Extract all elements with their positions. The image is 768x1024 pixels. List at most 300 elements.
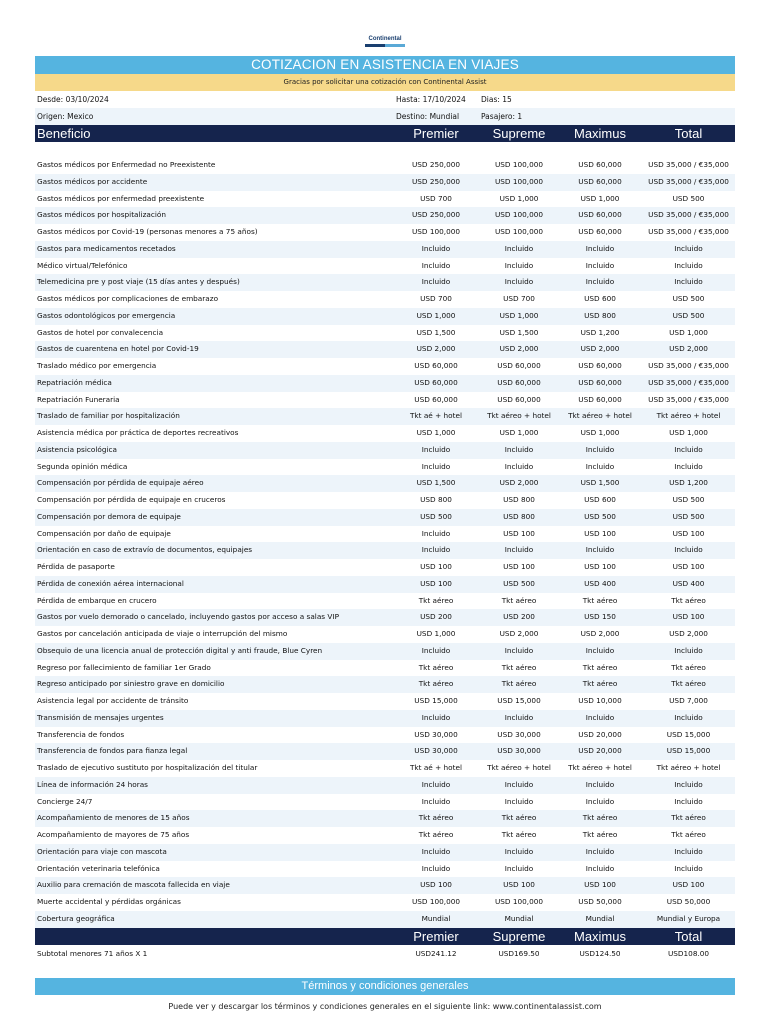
subtotal-total: USD108.00 bbox=[667, 948, 710, 958]
value-premier: Tkt aéreo bbox=[418, 595, 454, 605]
value-supreme: USD 60,000 bbox=[497, 377, 541, 387]
value-total: Tkt aéreo bbox=[671, 662, 706, 672]
value-total: Incluido bbox=[674, 260, 703, 270]
benefit-name: Regreso anticipado por siniestro grave en domicilio bbox=[37, 679, 225, 689]
value-total: USD 500 bbox=[672, 310, 705, 320]
header-beneficio: Beneficio bbox=[37, 126, 91, 141]
value-maximus: USD 10,000 bbox=[578, 696, 622, 705]
value-total: Tkt aéreo bbox=[671, 813, 706, 823]
value-premier: Incluido bbox=[421, 645, 451, 655]
table-row bbox=[35, 174, 735, 191]
value-supreme: USD 700 bbox=[503, 294, 535, 303]
value-maximus: Tkt aéreo + hotel bbox=[568, 411, 632, 421]
value-maximus: Mundial bbox=[585, 913, 615, 923]
value-premier: USD 200 bbox=[420, 612, 452, 622]
table-row bbox=[35, 626, 735, 643]
value-maximus: USD 100 bbox=[584, 562, 616, 571]
value-total: USD 500 bbox=[672, 511, 705, 521]
value-total: USD 15,000 bbox=[666, 746, 711, 756]
table-row bbox=[35, 559, 735, 576]
subtotal-row bbox=[35, 945, 735, 963]
benefit-name: Transmisión de mensajes urgentes bbox=[37, 712, 164, 722]
value-supreme: Incluido bbox=[504, 796, 534, 806]
benefit-name: Gastos por vuelo demorado o cancelado, incluyendo gastos por acceso a salas VIP bbox=[37, 612, 339, 622]
terms-footer-text: Puede ver y descargar los términos y condiciones generales en el siguiente link: www.continentalassist.com bbox=[168, 1002, 602, 1011]
table-row bbox=[35, 258, 735, 275]
value-maximus: USD 1,500 bbox=[580, 478, 620, 488]
value-maximus: USD 100 bbox=[584, 880, 616, 890]
benefit-name: Gastos médicos por complicaciones de embarazo bbox=[37, 294, 219, 303]
header-premier: Premier bbox=[413, 126, 459, 141]
value-total: Incluido bbox=[674, 863, 703, 873]
table-spacer bbox=[35, 142, 735, 157]
benefit-name: Muerte accidental y pérdidas orgánicas bbox=[37, 897, 181, 906]
table-row bbox=[35, 191, 735, 208]
value-premier: Incluido bbox=[421, 260, 451, 270]
benefit-name: Pérdida de embarque en crucero bbox=[37, 595, 157, 605]
value-maximus: USD 60,000 bbox=[578, 227, 622, 236]
info-hasta: Hasta: 17/10/2024 bbox=[396, 95, 466, 104]
table-row bbox=[35, 241, 735, 258]
value-premier: USD 1,000 bbox=[416, 428, 456, 437]
value-total: USD 35,000 / €35,000 bbox=[648, 210, 729, 220]
benefit-name: Gastos médicos por Enfermedad no Preexistente bbox=[37, 160, 216, 169]
table-row bbox=[35, 727, 735, 744]
value-premier: USD 100 bbox=[420, 880, 452, 890]
subtotal-supreme: USD169.50 bbox=[498, 948, 540, 958]
benefit-name: Repatriación médica bbox=[37, 377, 112, 387]
value-premier: Incluido bbox=[421, 712, 451, 722]
value-total: Incluido bbox=[674, 796, 703, 806]
benefit-name: Acompañamiento de mayores de 75 años bbox=[37, 830, 190, 839]
benefit-name: Transferencia de fondos para fianza legal bbox=[37, 746, 188, 756]
value-premier: USD 100 bbox=[420, 562, 452, 571]
table-row bbox=[35, 408, 735, 425]
value-total: USD 400 bbox=[672, 578, 705, 588]
info-desde: Desde: 03/10/2024 bbox=[37, 95, 109, 104]
value-total: Incluido bbox=[674, 712, 703, 722]
table-row bbox=[35, 308, 735, 325]
value-premier: Tkt aéreo bbox=[418, 662, 454, 672]
value-supreme: Incluido bbox=[504, 243, 534, 253]
terms-banner: Términos y condiciones generales bbox=[35, 978, 735, 995]
table-row bbox=[35, 844, 735, 861]
table-row bbox=[35, 207, 735, 224]
benefit-name: Pérdida de pasaporte bbox=[37, 562, 115, 571]
value-supreme: Tkt aéreo bbox=[501, 679, 537, 689]
value-total: USD 1,200 bbox=[669, 478, 708, 488]
value-supreme: USD 15,000 bbox=[497, 696, 541, 705]
benefit-name: Pérdida de conexión aérea internacional bbox=[37, 578, 184, 588]
value-maximus: Tkt aéreo bbox=[582, 662, 618, 672]
value-maximus: Incluido bbox=[585, 243, 615, 253]
value-maximus: USD 1,200 bbox=[580, 327, 620, 337]
benefit-name: Segunda opinión médica bbox=[37, 461, 128, 471]
value-maximus: Incluido bbox=[585, 779, 615, 789]
value-total: Incluido bbox=[674, 645, 703, 655]
value-supreme: Tkt aéreo bbox=[501, 830, 537, 839]
value-supreme: USD 1,000 bbox=[499, 193, 539, 203]
benefit-name: Línea de información 24 horas bbox=[37, 779, 148, 789]
thanks-banner: Gracias por solicitar una cotización con Continental Assist bbox=[35, 74, 735, 91]
table-row bbox=[35, 542, 735, 559]
value-maximus: Incluido bbox=[585, 545, 615, 555]
value-maximus: USD 60,000 bbox=[578, 160, 622, 169]
value-total: Incluido bbox=[674, 277, 703, 287]
table-row bbox=[35, 593, 735, 610]
value-total: USD 100 bbox=[672, 528, 705, 538]
value-maximus: USD 60,000 bbox=[578, 176, 622, 186]
value-premier: Tkt aéreo bbox=[418, 679, 454, 689]
value-maximus: USD 1,000 bbox=[580, 193, 620, 203]
value-maximus: USD 60,000 bbox=[578, 394, 622, 404]
benefit-name: Gastos para medicamentos recetados bbox=[37, 243, 176, 253]
table-row bbox=[35, 911, 735, 928]
value-total: USD 35,000 / €35,000 bbox=[648, 377, 729, 387]
info-origen: Origen: Mexico bbox=[37, 112, 94, 121]
subtotal-premier: USD241.12 bbox=[415, 948, 457, 958]
table-row bbox=[35, 274, 735, 291]
value-supreme: Incluido bbox=[504, 277, 534, 287]
value-premier: USD 30,000 bbox=[414, 746, 458, 756]
value-supreme: Tkt aéreo bbox=[501, 813, 537, 823]
benefit-name: Gastos por cancelación anticipada de viaje o interrupción del mismo bbox=[37, 629, 288, 638]
value-premier: USD 60,000 bbox=[414, 361, 458, 370]
value-maximus: USD 400 bbox=[584, 578, 616, 588]
value-premier: USD 250,000 bbox=[411, 210, 461, 220]
value-premier: Incluido bbox=[421, 277, 451, 287]
value-supreme: USD 2,000 bbox=[499, 344, 539, 354]
info-destino: Destino: Mundial bbox=[396, 112, 460, 121]
benefit-name: Gastos de cuarentena en hotel por Covid-19 bbox=[37, 344, 199, 354]
value-premier: Incluido bbox=[421, 528, 451, 538]
value-premier: Incluido bbox=[421, 444, 451, 454]
value-supreme: Incluido bbox=[504, 846, 534, 856]
value-total: Mundial y Europa bbox=[656, 913, 721, 923]
value-maximus: USD 600 bbox=[584, 294, 616, 303]
value-maximus: Incluido bbox=[585, 645, 615, 655]
value-premier: USD 800 bbox=[420, 495, 452, 504]
value-maximus: Tkt aéreo bbox=[582, 679, 618, 689]
value-supreme: USD 100,000 bbox=[494, 210, 544, 220]
benefit-name: Gastos médicos por enfermedad preexistente bbox=[37, 193, 205, 203]
value-maximus: Incluido bbox=[585, 461, 615, 471]
value-total: Tkt aéreo bbox=[671, 595, 706, 605]
value-total: Incluido bbox=[674, 461, 703, 471]
value-premier: Incluido bbox=[421, 779, 451, 789]
value-maximus: Tkt aéreo bbox=[582, 830, 618, 839]
value-supreme: Tkt aéreo bbox=[501, 662, 537, 672]
value-total: USD 15,000 bbox=[666, 729, 711, 739]
value-total: USD 35,000 / €35,000 bbox=[648, 160, 729, 169]
value-premier: USD 700 bbox=[420, 193, 452, 203]
value-maximus: USD 2,000 bbox=[580, 344, 620, 354]
value-maximus: Incluido bbox=[585, 863, 615, 873]
logo-mark-icon bbox=[365, 44, 405, 47]
value-premier: USD 100 bbox=[420, 578, 452, 588]
benefit-name: Compensación por daño de equipaje bbox=[37, 528, 171, 538]
value-total: Incluido bbox=[674, 444, 703, 454]
table-row bbox=[35, 492, 735, 509]
value-maximus: Incluido bbox=[585, 444, 615, 454]
value-total: Tkt aéreo + hotel bbox=[656, 411, 721, 421]
value-maximus: USD 2,000 bbox=[580, 629, 620, 638]
value-premier: USD 15,000 bbox=[414, 696, 458, 705]
value-total: Tkt aéreo + hotel bbox=[656, 763, 721, 772]
value-supreme: USD 500 bbox=[503, 578, 535, 588]
logo bbox=[35, 36, 735, 56]
value-premier: Incluido bbox=[421, 796, 451, 806]
benefit-name: Gastos odontológicos por emergencia bbox=[37, 310, 176, 320]
info-row-dates bbox=[35, 91, 735, 108]
benefit-name: Concierge 24/7 bbox=[37, 796, 93, 806]
benefit-name: Asistencia médica por práctica de deportes recreativos bbox=[37, 428, 239, 437]
value-supreme: Incluido bbox=[504, 444, 534, 454]
table-row bbox=[35, 442, 735, 459]
table-row bbox=[35, 291, 735, 308]
value-premier: USD 30,000 bbox=[414, 729, 458, 739]
quote-document bbox=[35, 0, 735, 963]
value-supreme: USD 800 bbox=[503, 511, 535, 521]
value-supreme: USD 60,000 bbox=[497, 361, 541, 370]
benefit-name: Obsequio de una licencia anual de protección digital y anti fraude, Blue Cyren bbox=[37, 645, 323, 655]
value-supreme: USD 100,000 bbox=[494, 176, 544, 186]
value-supreme: Tkt aéreo + hotel bbox=[487, 763, 551, 772]
value-total: USD 2,000 bbox=[669, 344, 708, 354]
table-row bbox=[35, 375, 735, 392]
value-total: USD 2,000 bbox=[669, 629, 708, 638]
value-maximus: Tkt aéreo + hotel bbox=[568, 763, 632, 772]
table-row bbox=[35, 224, 735, 241]
footer-header-total: Total bbox=[674, 928, 703, 944]
table-row bbox=[35, 676, 735, 693]
subtotal-maximus: USD124.50 bbox=[579, 948, 621, 958]
value-maximus: USD 600 bbox=[584, 495, 616, 504]
benefit-name: Gastos médicos por accidente bbox=[37, 176, 148, 186]
table-row bbox=[35, 475, 735, 492]
value-total: USD 35,000 / €35,000 bbox=[648, 394, 729, 404]
value-total: USD 1,000 bbox=[669, 327, 708, 337]
value-maximus: USD 60,000 bbox=[578, 361, 622, 370]
value-premier: USD 60,000 bbox=[414, 377, 458, 387]
value-total: Incluido bbox=[674, 243, 703, 253]
table-row bbox=[35, 794, 735, 811]
benefit-name: Cobertura geográfica bbox=[37, 913, 115, 923]
logo-text: Continental bbox=[368, 36, 402, 42]
value-supreme: USD 60,000 bbox=[497, 394, 541, 404]
table-row bbox=[35, 827, 735, 844]
benefit-name: Regreso por fallecimiento de familiar 1er Grado bbox=[37, 662, 211, 672]
value-premier: Incluido bbox=[421, 461, 451, 471]
benefit-name: Traslado médico por emergencia bbox=[37, 361, 157, 370]
benefit-name: Médico virtual/Telefónico bbox=[37, 260, 128, 270]
table-footer-header bbox=[35, 928, 735, 945]
table-row bbox=[35, 810, 735, 827]
value-maximus: Incluido bbox=[585, 277, 615, 287]
page-title: COTIZACION EN ASISTENCIA EN VIAJES bbox=[35, 56, 735, 74]
table-row bbox=[35, 660, 735, 677]
value-total: USD 100 bbox=[672, 880, 705, 890]
header-supreme: Supreme bbox=[492, 126, 546, 141]
value-total: USD 7,000 bbox=[669, 696, 708, 705]
footer-header-maximus: Maximus bbox=[573, 928, 626, 944]
benefit-name: Orientación para viaje con mascota bbox=[37, 846, 167, 856]
table-row bbox=[35, 894, 735, 911]
value-premier: Incluido bbox=[421, 545, 451, 555]
value-total: Incluido bbox=[674, 779, 703, 789]
value-premier: USD 1,000 bbox=[416, 310, 456, 320]
benefit-name: Acompañamiento de menores de 15 años bbox=[37, 813, 190, 823]
value-premier: Incluido bbox=[421, 863, 451, 873]
value-maximus: Tkt aéreo bbox=[582, 813, 618, 823]
benefit-name: Transferencia de fondos bbox=[37, 729, 125, 739]
table-row bbox=[35, 341, 735, 358]
benefit-name: Gastos de hotel por convalecencia bbox=[37, 327, 164, 337]
value-premier: USD 700 bbox=[420, 294, 452, 303]
benefit-name: Asistencia legal por accidente de tránsito bbox=[37, 696, 189, 705]
value-total: USD 1,000 bbox=[669, 428, 708, 437]
benefit-name: Gastos médicos por Covid-19 (personas menores a 75 años) bbox=[37, 227, 258, 236]
value-supreme: USD 1,000 bbox=[499, 310, 539, 320]
benefit-name: Orientación veterinaria telefónica bbox=[37, 863, 160, 873]
value-premier: Mundial bbox=[421, 913, 451, 923]
table-row bbox=[35, 760, 735, 777]
value-supreme: USD 1,000 bbox=[499, 428, 539, 437]
benefits-table bbox=[35, 157, 735, 928]
value-supreme: Incluido bbox=[504, 863, 534, 873]
value-premier: Incluido bbox=[421, 243, 451, 253]
value-supreme: USD 100 bbox=[503, 528, 535, 538]
value-supreme: USD 100 bbox=[503, 562, 535, 571]
benefit-name: Compensación por demora de equipaje bbox=[37, 511, 181, 521]
value-premier: USD 60,000 bbox=[414, 394, 458, 404]
info-dias: Dias: 15 bbox=[481, 95, 512, 104]
table-row bbox=[35, 509, 735, 526]
value-premier: USD 2,000 bbox=[416, 344, 456, 354]
value-maximus: Incluido bbox=[585, 260, 615, 270]
benefit-name: Traslado de ejecutivo sustituto por hospitalización del titular bbox=[37, 763, 258, 772]
value-supreme: USD 30,000 bbox=[497, 729, 541, 739]
value-premier: USD 500 bbox=[420, 511, 452, 521]
value-premier: USD 250,000 bbox=[411, 160, 461, 169]
value-maximus: USD 1,000 bbox=[580, 428, 620, 437]
value-premier: Tkt aéreo bbox=[418, 830, 454, 839]
value-supreme: Incluido bbox=[504, 712, 534, 722]
footer-header-premier: Premier bbox=[413, 928, 459, 944]
value-premier: Tkt aéreo bbox=[418, 813, 454, 823]
benefit-name: Gastos médicos por hospitalización bbox=[37, 210, 167, 220]
table-row bbox=[35, 459, 735, 476]
header-total: Total bbox=[674, 126, 703, 141]
info-row-locations bbox=[35, 108, 735, 125]
value-supreme: USD 100,000 bbox=[494, 160, 544, 169]
subtotal-label: Subtotal menores 71 años X 1 bbox=[37, 948, 148, 958]
table-row bbox=[35, 693, 735, 710]
table-row bbox=[35, 157, 735, 174]
value-supreme: Incluido bbox=[504, 545, 534, 555]
value-total: USD 500 bbox=[672, 495, 705, 504]
value-total: USD 35,000 / €35,000 bbox=[648, 176, 729, 186]
value-supreme: USD 100,000 bbox=[494, 897, 544, 906]
table-row bbox=[35, 777, 735, 794]
table-row bbox=[35, 576, 735, 593]
benefit-name: Telemedicina pre y post viaje (15 días antes y después) bbox=[37, 277, 240, 287]
table-row bbox=[35, 526, 735, 543]
table-row bbox=[35, 358, 735, 375]
value-supreme: USD 800 bbox=[503, 495, 535, 504]
value-premier: USD 1,500 bbox=[416, 327, 456, 337]
value-maximus: Incluido bbox=[585, 846, 615, 856]
value-premier: Tkt aé + hotel bbox=[409, 411, 463, 421]
table-row bbox=[35, 609, 735, 626]
value-total: USD 35,000 / €35,000 bbox=[648, 361, 729, 370]
value-total: Tkt aéreo bbox=[671, 679, 706, 689]
value-supreme: USD 1,500 bbox=[499, 327, 539, 337]
header-maximus: Maximus bbox=[573, 126, 626, 141]
value-supreme: Incluido bbox=[504, 461, 534, 471]
value-total: USD 50,000 bbox=[666, 897, 711, 906]
value-supreme: Tkt aéreo bbox=[501, 595, 537, 605]
value-maximus: Incluido bbox=[585, 712, 615, 722]
value-supreme: USD 30,000 bbox=[497, 746, 541, 756]
table-header bbox=[35, 125, 735, 142]
benefit-name: Traslado de familiar por hospitalización bbox=[37, 411, 180, 421]
table-row bbox=[35, 392, 735, 409]
value-supreme: USD 200 bbox=[503, 612, 535, 622]
benefit-name: Compensación por pérdida de equipaje aéreo bbox=[37, 478, 204, 488]
value-maximus: USD 20,000 bbox=[578, 729, 622, 739]
table-row bbox=[35, 325, 735, 342]
value-supreme: USD 2,000 bbox=[499, 478, 539, 488]
value-premier: USD 1,500 bbox=[416, 478, 456, 488]
value-supreme: USD 2,000 bbox=[499, 629, 539, 638]
value-premier: USD 1,000 bbox=[416, 629, 456, 638]
value-maximus: USD 150 bbox=[584, 612, 616, 622]
value-premier: USD 100,000 bbox=[411, 227, 461, 236]
value-maximus: Incluido bbox=[585, 796, 615, 806]
value-total: USD 35,000 / €35,000 bbox=[648, 227, 729, 236]
benefit-name: Auxilio para cremación de mascota fallecida en viaje bbox=[37, 880, 230, 890]
table-row bbox=[35, 425, 735, 442]
benefit-name: Orientación en caso de extravío de documentos, equipajes bbox=[37, 545, 253, 555]
table-row bbox=[35, 877, 735, 894]
benefit-name: Compensación por pérdida de equipaje en cruceros bbox=[37, 495, 226, 504]
value-maximus: USD 500 bbox=[584, 511, 616, 521]
value-total: Incluido bbox=[674, 846, 703, 856]
table-row bbox=[35, 861, 735, 878]
value-premier: Incluido bbox=[421, 846, 451, 856]
value-maximus: USD 800 bbox=[584, 310, 616, 320]
info-pasajero: Pasajero: 1 bbox=[481, 112, 523, 121]
benefit-name: Repatriación Funeraria bbox=[37, 394, 120, 404]
table-row bbox=[35, 710, 735, 727]
footer-header-supreme: Supreme bbox=[492, 928, 546, 944]
value-total: USD 100 bbox=[672, 612, 705, 622]
value-premier: USD 100,000 bbox=[411, 897, 461, 906]
value-supreme: Incluido bbox=[504, 779, 534, 789]
value-maximus: USD 60,000 bbox=[578, 377, 622, 387]
value-maximus: USD 50,000 bbox=[578, 897, 622, 906]
value-supreme: Incluido bbox=[504, 260, 534, 270]
value-supreme: USD 100,000 bbox=[494, 227, 544, 236]
value-supreme: Mundial bbox=[504, 913, 534, 923]
value-premier: Tkt aé + hotel bbox=[409, 763, 463, 772]
benefit-name: Asistencia psicológica bbox=[37, 444, 117, 454]
value-maximus: USD 100 bbox=[584, 528, 616, 538]
value-maximus: USD 60,000 bbox=[578, 210, 622, 220]
value-premier: USD 250,000 bbox=[411, 176, 461, 186]
value-total: USD 500 bbox=[672, 294, 705, 303]
